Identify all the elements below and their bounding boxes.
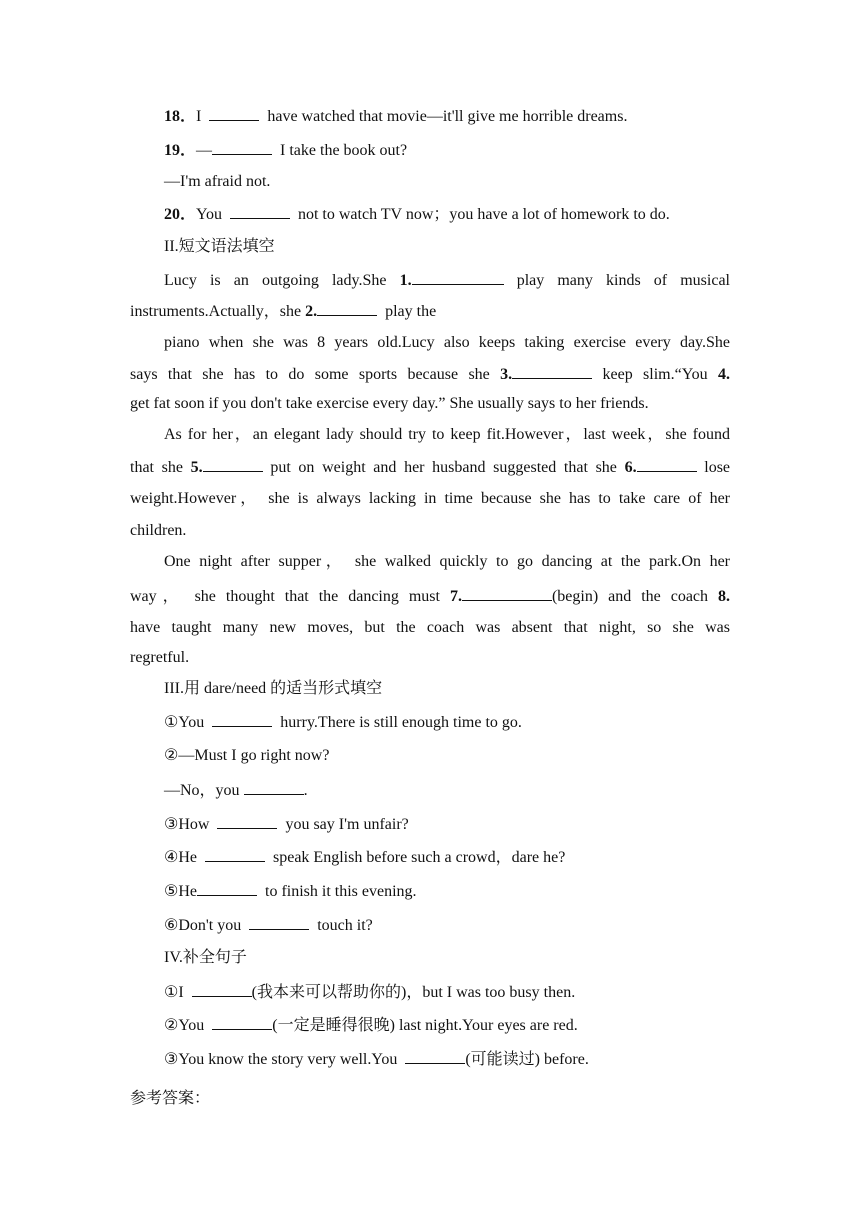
answer-blank[interactable] <box>192 982 252 997</box>
exercise-item: ⑤He to finish it this evening. <box>164 883 417 900</box>
answer-blank[interactable] <box>230 204 290 219</box>
answer-blank[interactable] <box>412 270 504 285</box>
answer-blank[interactable] <box>317 301 377 316</box>
question-number: 18 <box>164 108 180 125</box>
exercise-item: ②You (一定是睡得很晚) last night.Your eyes are red. <box>164 1017 578 1034</box>
question-text: You <box>196 206 222 223</box>
section-heading: III.用 dare/need 的适当形式填空 <box>164 680 383 697</box>
question-text: I take the book out? <box>280 142 408 159</box>
answer-blank[interactable] <box>217 814 277 829</box>
passage-line: regretful. <box>130 649 190 666</box>
answer-blank[interactable] <box>244 780 304 795</box>
exercise-item: ②—Must I go right now? <box>164 747 330 764</box>
answer-blank[interactable] <box>212 140 272 155</box>
answer-blank[interactable] <box>405 1049 465 1064</box>
passage-line: One night after supper， she walked quickly to go dancing at the park.On her <box>164 553 730 570</box>
answer-blank[interactable] <box>209 106 259 121</box>
exercise-item: ①I (我本来可以帮助你的)，but I was too busy then. <box>164 984 576 1001</box>
exercise-item: ⑥Don't you touch it? <box>164 917 373 934</box>
passage-line: piano when she was 8 years old.Lucy also keeps taking exercise every day.She <box>164 334 730 351</box>
exercise-item: ③How you say I'm unfair? <box>164 816 409 833</box>
section-heading: II.短文语法填空 <box>164 238 275 255</box>
question-number: 19 <box>164 142 180 159</box>
passage-line: instruments.Actually，she 2. play the <box>130 303 437 320</box>
question-18: 18．I have watched that movie—it'll give me horrible dreams. <box>164 108 628 125</box>
question-text: — <box>196 142 213 159</box>
answer-blank[interactable] <box>197 881 257 896</box>
passage-line: have taught many new moves, but the coach was absent that night, so she was <box>130 619 730 636</box>
answer-blank[interactable] <box>212 1015 272 1030</box>
question-text: not to watch TV now；you have a lot of homework to do. <box>297 206 670 223</box>
answer-blank[interactable] <box>637 457 697 472</box>
question-text: I <box>196 108 202 125</box>
answer-blank[interactable] <box>512 364 592 379</box>
question-19-reply: —I'm afraid not. <box>164 173 271 190</box>
answer-blank[interactable] <box>205 847 265 862</box>
question-20: 20．You not to watch TV now；you have a lot of homework to do. <box>164 206 670 223</box>
exercise-item: ④He speak English before such a crowd，dare he? <box>164 849 566 866</box>
question-text: have watched that movie—it'll give me horrible dreams. <box>267 108 628 125</box>
answers-heading: 参考答案： <box>130 1090 211 1107</box>
answer-blank[interactable] <box>462 586 552 601</box>
passage-line: weight.However， she is always lacking in time because she has to take care of her <box>130 490 730 507</box>
question-19: 19．— I take the book out? <box>164 142 408 159</box>
passage-line: says that she has to do some sports because she 3. keep slim.“You 4. <box>130 366 731 383</box>
section-heading: IV.补全句子 <box>164 949 247 966</box>
exercise-item: ③You know the story very well.You (可能读过) before. <box>164 1051 589 1068</box>
passage-line: children. <box>130 522 187 539</box>
passage-line: that she 5. put on weight and her husband suggested that she 6. lose <box>130 459 731 476</box>
answer-blank[interactable] <box>212 712 272 727</box>
question-number: 20 <box>164 206 180 223</box>
exercise-item: —No，you . <box>164 782 308 799</box>
exercise-item: ①You hurry.There is still enough time to go. <box>164 714 522 731</box>
answer-blank[interactable] <box>203 457 263 472</box>
passage-line: Lucy is an outgoing lady.She 1. play many kinds of musical <box>164 272 730 289</box>
passage-line: As for her，an elegant lady should try to keep fit.However，last week，she found <box>164 426 730 443</box>
passage-line: get fat soon if you don't take exercise every day.” She usually says to her friends. <box>130 395 649 412</box>
answer-blank[interactable] <box>249 915 309 930</box>
passage-line: way， she thought that the dancing must 7. (begin) and the coach 8. <box>130 588 731 605</box>
